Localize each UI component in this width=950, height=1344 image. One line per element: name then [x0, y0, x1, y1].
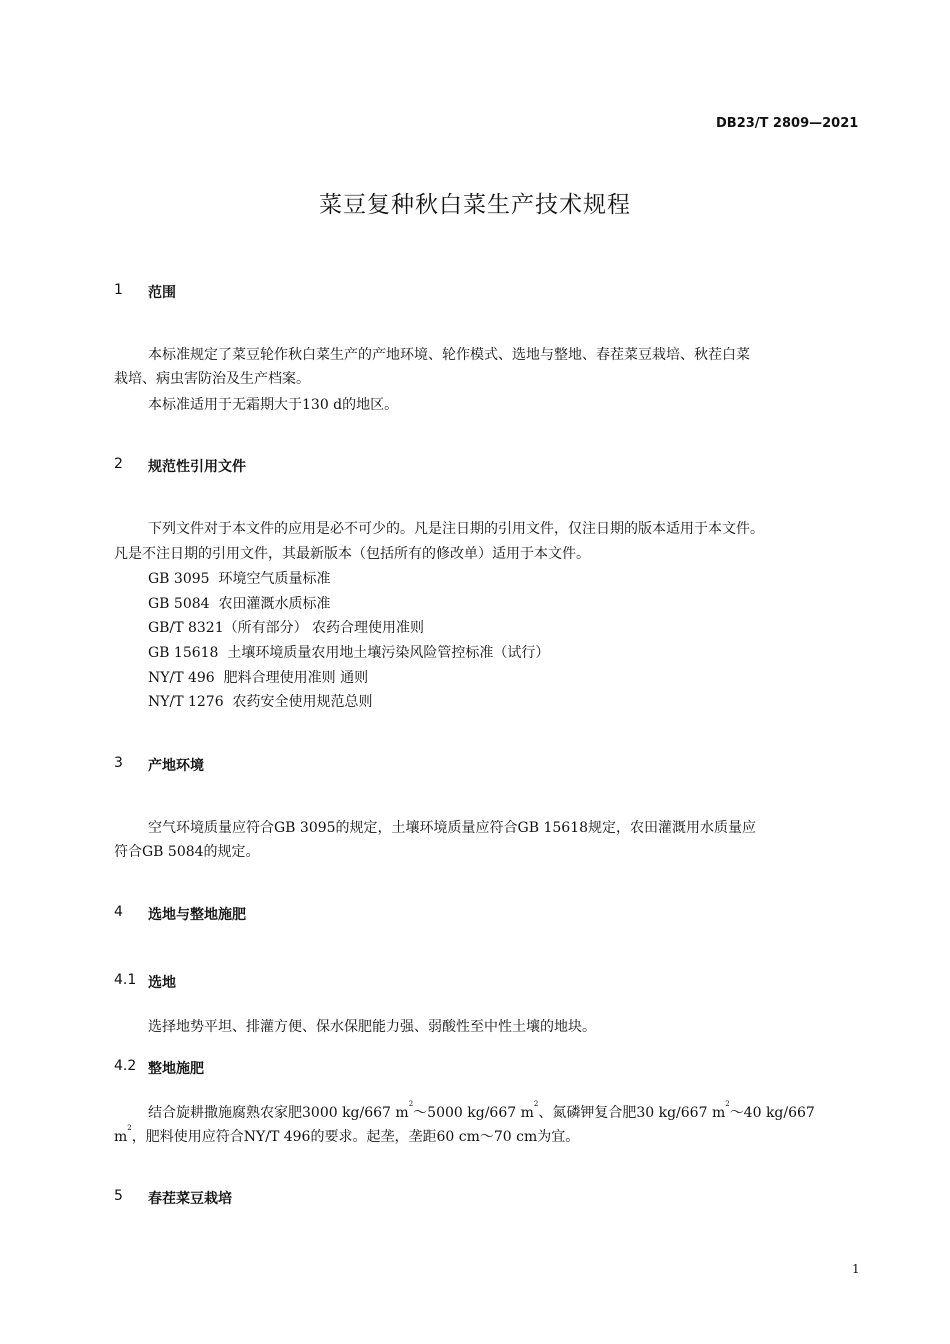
- subsection-4-1-number: 4.1: [114, 972, 137, 988]
- ref-item: NY/T 1276 农药安全使用规范总则: [148, 694, 373, 710]
- scope-line-2: 栽培、病虫害防治及生产档案。: [114, 371, 310, 387]
- sup-2: 2: [533, 1100, 539, 1108]
- fertilize-line-1: [148, 1102, 815, 1122]
- ref-item: GB 15618 土壤环境质量农用地土壤污染风险管控标准（试行）: [148, 645, 550, 661]
- ref-item: GB 3095 环境空气质量标准: [148, 571, 331, 587]
- subsection-4-2-number: 4.2: [114, 1058, 137, 1074]
- fertilize-line-2: [114, 1126, 579, 1146]
- section-2-title: 规范性引用文件: [148, 459, 246, 475]
- fert-text-b: ～5000 kg/667 m: [413, 1105, 534, 1121]
- section-3-number: 3: [114, 755, 123, 771]
- refs-intro-line-1: 下列文件对于本文件的应用是必不可少的。凡是注日期的引用文件，仅注日期的版本适用于本文件。: [148, 521, 764, 537]
- sup-2: 2: [127, 1124, 132, 1132]
- scope-line-3: 本标准适用于无霜期大于130 d的地区。: [148, 397, 399, 413]
- ref-item: NY/T 496 肥料合理使用准则 通则: [148, 670, 369, 686]
- section-2-number: 2: [114, 456, 123, 472]
- page-title: 菜豆复种秋白菜生产技术规程: [319, 192, 631, 218]
- select-land-text: 选择地势平坦、排灌方便、保水保肥能力强、弱酸性至中性土壤的地块。: [148, 1019, 596, 1035]
- refs-intro-line-2: 凡是不注日期的引用文件，其最新版本（包括所有的修改单）适用于本文件。: [114, 546, 590, 562]
- ref-item: GB 5084 农田灌溉水质标准: [148, 596, 331, 612]
- section-5-number: 5: [114, 1188, 123, 1204]
- sup-2: 2: [725, 1100, 730, 1108]
- page-number: 1: [852, 1262, 860, 1276]
- fert-text-f: ，肥料使用应符合NY/T 496的要求。起垄，垄距60 cm～70 cm为宜。: [131, 1129, 580, 1145]
- env-line-2: 符合GB 5084的规定。: [114, 844, 260, 860]
- ref-item: GB/T 8321（所有部分） 农药合理使用准则: [148, 620, 425, 636]
- subsection-4-1-title: 选地: [148, 975, 176, 991]
- section-3-title: 产地环境: [148, 758, 204, 774]
- env-line-1: 空气环境质量应符合GB 3095的规定，土壤环境质量应符合GB 15618规定，农田灌溉用水质量应: [148, 820, 757, 836]
- section-1-title: 范围: [148, 285, 176, 301]
- fert-text-e: m: [114, 1129, 128, 1145]
- section-4-number: 4: [114, 904, 123, 920]
- section-1-number: 1: [114, 282, 123, 298]
- sup-2: 2: [408, 1100, 414, 1108]
- doc-code: DB23/T 2809—2021: [716, 116, 859, 131]
- section-5-title: 春茬菜豆栽培: [148, 1191, 232, 1207]
- section-4-title: 选地与整地施肥: [148, 907, 246, 923]
- fert-text-c: 、氮磷钾复合肥30 kg/667 m: [538, 1105, 726, 1121]
- fert-text-d: ～40 kg/667: [729, 1105, 815, 1121]
- scope-line-1: 本标准规定了菜豆轮作秋白菜生产的产地环境、轮作模式、选地与整地、春茬菜豆栽培、秋茬白菜: [148, 347, 750, 363]
- fert-text-a: 结合旋耕撒施腐熟农家肥3000 kg/667 m: [148, 1105, 409, 1121]
- subsection-4-2-title: 整地施肥: [148, 1061, 204, 1077]
